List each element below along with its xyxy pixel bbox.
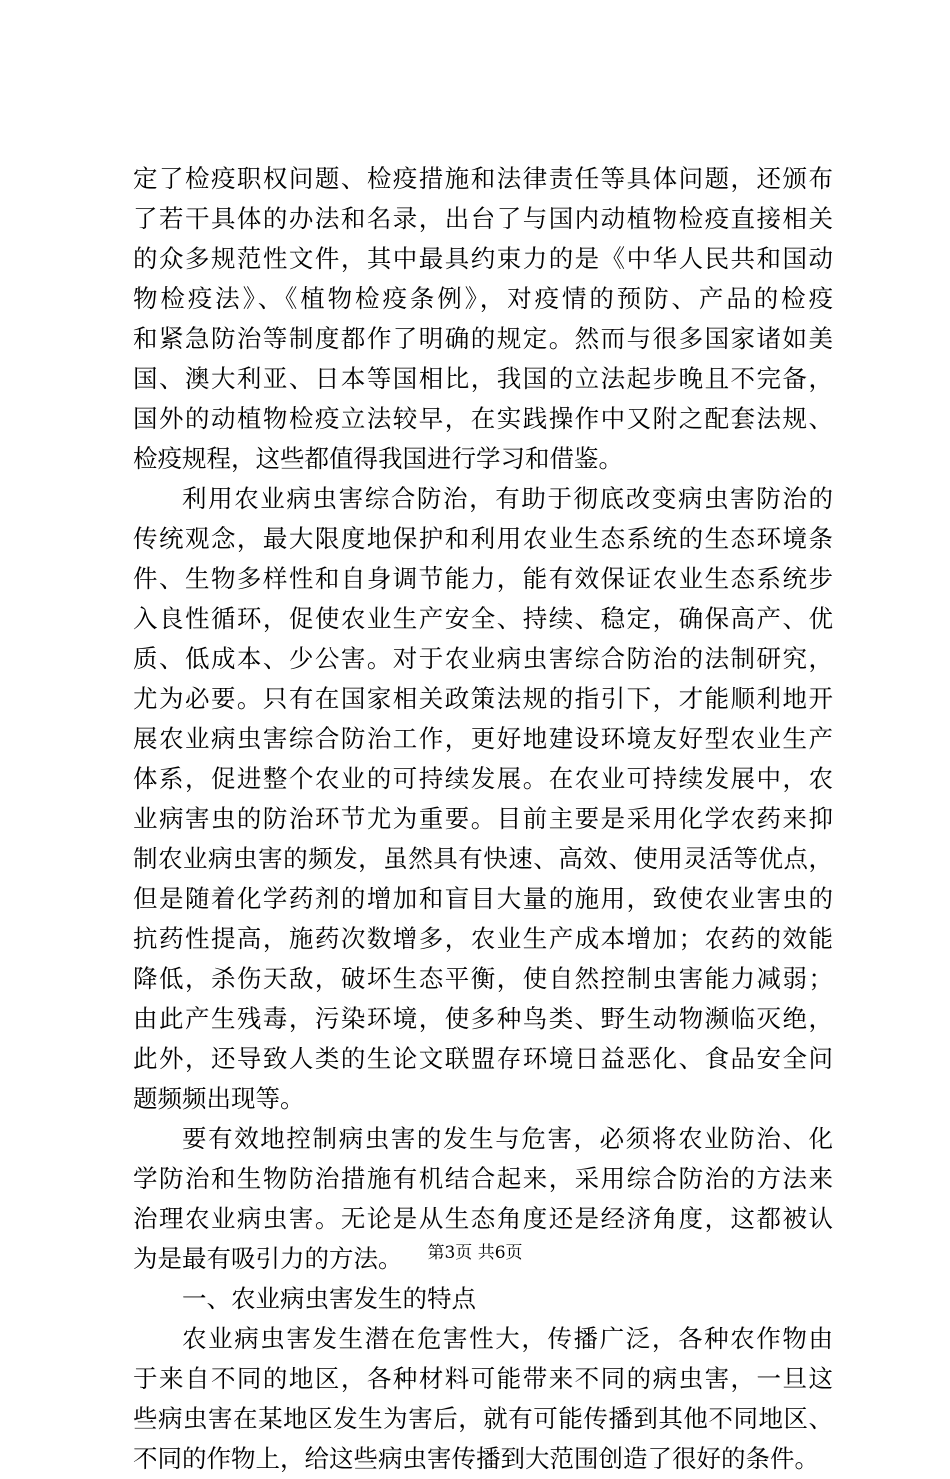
paragraph-integrated-control [133,479,833,1119]
text-line: 不同的作物上，给这些病虫害传播到大范围创造了很好的条件。 [133,1444,819,1473]
text-line: 传统观念，最大限度地保护和利用农业生态系统的生态环境条 [133,524,833,553]
text-line: 物检疫法》、《植物检疫条例》，对疫情的预防、产品的检疫 [133,284,833,313]
text-line: 制农业病虫害的频发，虽然具有快速、高效、使用灵活等优点， [133,844,833,873]
text-line: 和紧急防治等制度都作了明确的规定。然而与很多国家诸如美 [133,324,833,353]
text-line: 尤为必要。只有在国家相关政策法规的指引下，才能顺利地开 [133,684,833,713]
text-line: 农业病虫害发生潜在危害性大，传播广泛，各种农作物由 [182,1324,833,1353]
text-line: 为是最有吸引力的方法。 [133,1244,403,1273]
text-line: 展农业病虫害综合防治工作，更好地建设环境友好型农业生产 [133,724,833,753]
text-line: 国外的动植物检疫立法较早，在实践操作中又附之配套法规、 [133,404,833,433]
text-line: 了若干具体的办法和名录，出台了与国内动植物检疫直接相关 [133,204,833,233]
text-line: 要有效地控制病虫害的发生与危害，必须将农业防治、化 [182,1124,833,1153]
text-line: 治理农业病虫害。无论是从生态角度还是经济角度，这都被认 [133,1204,833,1233]
text-line: 抗药性提高，施药次数增多，农业生产成本增加；农药的效能 [133,924,833,953]
text-line: 降低，杀伤天敌，破坏生态平衡，使自然控制虫害能力减弱； [133,964,833,993]
text-line: 此外，还导致人类的生论文联盟存环境日益恶化、食品安全问 [133,1044,833,1073]
page-footer: 第3页 共6页 [427,1243,523,1263]
text-line: 学防治和生物防治措施有机结合起来，采用综合防治的方法来 [133,1164,833,1193]
text-line: 体系，促进整个农业的可持续发展。在农业可持续发展中，农 [133,764,833,793]
body-text [133,159,833,1479]
text-line: 件、生物多样性和自身调节能力，能有效保证农业生态系统步 [133,564,833,593]
text-line: 入良性循环，促使农业生产安全、持续、稳定，确保高产、优 [133,604,833,633]
text-line: 由此产生残毒，污染环境，使多种鸟类、野生动物濒临灭绝， [133,1004,833,1033]
text-line: 些病虫害在某地区发生为害后，就有可能传播到其他不同地区、 [133,1404,833,1433]
text-line: 检疫规程，这些都值得我国进行学习和借鉴。 [133,444,623,473]
text-line: 但是随着化学药剂的增加和盲目大量的施用，致使农业害虫的 [133,884,833,913]
text-line: 题频频出现等。 [133,1084,305,1113]
text-line: 业病害虫的防治环节尤为重要。目前主要是采用化学农药来抑 [133,804,833,833]
text-line: 定了检疫职权问题、检疫措施和法律责任等具体问题，还颁布 [133,164,833,193]
paragraph-continuation [133,159,833,479]
text-line: 国、澳大利亚、日本等国相比，我国的立法起步晚且不完备， [133,364,833,393]
text-line: 的众多规范性文件，其中最具约束力的是《中华人民共和国动 [133,244,833,273]
text-line: 利用农业病虫害综合防治，有助于彻底改变病虫害防治的 [182,484,833,513]
section-heading [133,1279,833,1319]
text-line: 于来自不同的地区，各种材料可能带来不同的病虫害，一旦这 [133,1364,833,1393]
paragraph-pest-characteristics [133,1319,833,1479]
text-line: 质、低成本、少公害。对于农业病虫害综合防治的法制研究， [133,644,833,673]
text-line: 一、农业病虫害发生的特点 [182,1284,476,1313]
